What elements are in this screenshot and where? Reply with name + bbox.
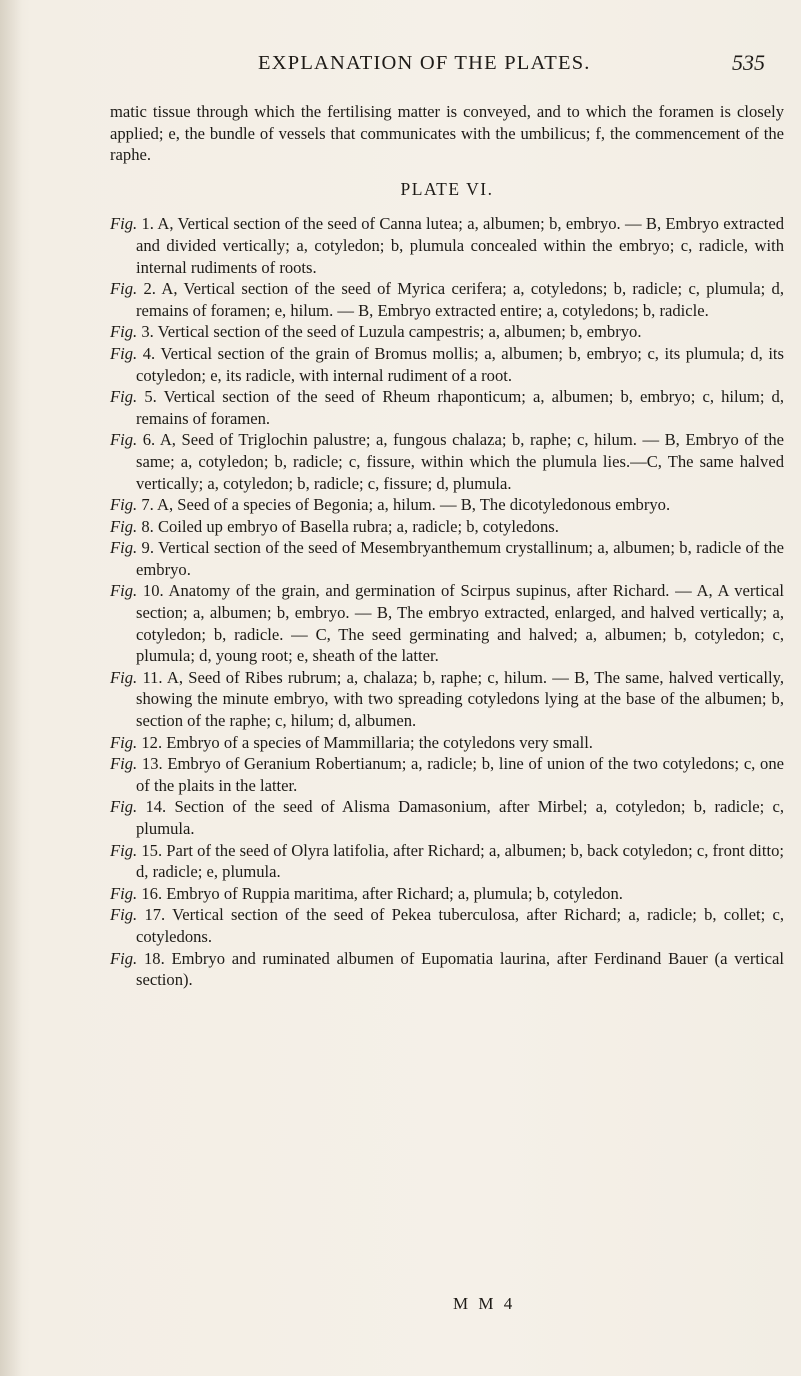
signature-mark: M M 4 xyxy=(453,1294,516,1313)
figure-label: Fig. xyxy=(110,754,138,774)
figure-label: Fig. xyxy=(110,948,138,968)
figure-text: 15. Part of the seed of Olyra latifolia, after Richard; a, albumen; b, back cotyledon; c, front ditto; d, radicle; e, plumula. xyxy=(136,840,784,882)
figure-entry xyxy=(110,321,784,343)
figure-label: Fig. xyxy=(110,840,138,860)
figure-text: 12. Embryo of a species of Mammillaria; the cotyledons very small. xyxy=(137,732,593,752)
binding-shadow xyxy=(0,0,22,1376)
figure-text: 3. Vertical section of the seed of Luzula campestris; a, albumen; b, embryo. xyxy=(137,322,642,342)
figure-text: 7. A, Seed of a species of Begonia; a, hilum. — B, The dicotyledonous embryo. xyxy=(137,495,671,515)
figure-label: Fig. xyxy=(110,581,138,601)
figure-text: 5. Vertical section of the seed of Rheum rhaponticum; a, albumen; b, embryo; c, hilum; d, remains of foramen. xyxy=(136,387,784,428)
figure-label: Fig. xyxy=(110,322,138,342)
figure-text: 2. A, Vertical section of the seed of Myrica cerifera; a, cotyledons; b, radicle; c, plumula; d, remains of foramen; e, hilum. — B, Embryo extracted entire; a, cotyledons; b, radicle. xyxy=(136,279,784,320)
figure-label: Fig. xyxy=(110,797,138,817)
figure-label: Fig. xyxy=(110,883,138,903)
page-number: 535 xyxy=(732,50,765,75)
figure-entry xyxy=(110,580,784,666)
figure-entry xyxy=(110,386,784,429)
figure-entry xyxy=(110,796,784,839)
figure-label: Fig. xyxy=(110,732,138,752)
figure-entry xyxy=(110,213,784,278)
figure-text: 6. A, Seed of Triglochin palustre; a, fungous chalaza; b, raphe; c, hilum. — B, Embryo of the same; a, cotyledon; b, radicle; c, fissure, within which the plumula lies.—C, The same halved vertically; a, cotyledon; b, radicle; c, fissure; d, plumula. xyxy=(136,430,784,493)
figure-label: Fig. xyxy=(110,387,138,407)
page-body xyxy=(110,101,784,991)
page-header xyxy=(0,50,801,80)
intro-paragraph: matic tissue through which the fertilising matter is conveyed, and to which the foramen is closely applied; e, the bundle of vessels that communicates with the umbilicus; f, the commencement of the raphe. xyxy=(110,102,784,165)
figure-entry xyxy=(110,429,784,494)
figure-entry xyxy=(110,840,784,883)
figure-label: Fig. xyxy=(110,538,138,558)
figure-label: Fig. xyxy=(110,279,138,299)
plate-title: PLATE VI. xyxy=(400,178,494,199)
figure-entry xyxy=(110,883,784,905)
figure-entry xyxy=(110,667,784,732)
figure-entry xyxy=(110,343,784,386)
figure-text: 4. Vertical section of the grain of Bromus mollis; a, albumen; b, embryo; c, its plumula; d, its cotyledon; e, its radicle, with internal rudiment of a root. xyxy=(136,343,784,385)
figure-text: 8. Coiled up embryo of Basella rubra; a, radicle; b, cotyledons. xyxy=(137,516,559,536)
figure-text: 16. Embryo of Ruppia maritima, after Richard; a, plumula; b, cotyledon. xyxy=(137,883,623,903)
figure-list xyxy=(110,213,784,990)
figure-entry xyxy=(110,278,784,321)
figure-label: Fig. xyxy=(110,495,138,515)
figure-entry xyxy=(110,516,784,538)
figure-entry xyxy=(110,537,784,580)
figure-text: 11. A, Seed of Ribes rubrum; a, chalaza; b, raphe; c, hilum. — B, The same, halved vertically, showing the minute embryo, with two spreading cotyledons lying at the base of the albumen; b, section of the raphe; c, hilum; d, albumen. xyxy=(136,667,784,731)
figure-text: 14. Section of the seed of Alisma Damasonium, after Mirbel; a, cotyledon; b, radicle; c, plumula. xyxy=(136,797,784,838)
figure-entry xyxy=(110,732,784,754)
figure-entry xyxy=(110,948,784,991)
figure-label: Fig. xyxy=(110,516,138,536)
figure-text: 10. Anatomy of the grain, and germination of Scirpus supinus, after Richard. — A, A vertical section; a, albumen; b, embryo. — B, The embryo extracted, enlarged, and halved vertically; a, cotyledon; b, radicle. — C, The seed germinating and halved; a, albumen; b, cotyledon; c, plumula; d, young root; e, sheath of the latter. xyxy=(136,581,784,666)
figure-label: Fig. xyxy=(110,343,138,363)
figure-label: Fig. xyxy=(110,430,138,450)
figure-entry xyxy=(110,904,784,947)
figure-label: Fig. xyxy=(110,214,138,234)
figure-entry xyxy=(110,753,784,796)
figure-text: 9. Vertical section of the seed of Mesembryanthemum crystallinum; a, albumen; b, radicle of the embryo. xyxy=(136,538,784,579)
figure-entry xyxy=(110,494,784,516)
figure-text: 17. Vertical section of the seed of Pekea tuberculosa, after Richard; a, radicle; b, collet; c, cotyledons. xyxy=(136,905,784,946)
running-head: EXPLANATION OF THE PLATES. xyxy=(258,52,591,74)
figure-text: 18. Embryo and ruminated albumen of Eupomatia laurina, after Ferdinand Bauer (a vertical section). xyxy=(136,948,784,990)
figure-text: 1. A, Vertical section of the seed of Canna lutea; a, albumen; b, embryo. — B, Embryo extracted and divided vertically; a, cotyledon; b, plumula concealed within the embryo; c, radicle, with internal rudiments of roots. xyxy=(136,214,784,277)
figure-text: 13. Embryo of Geranium Robertianum; a, radicle; b, line of union of the two cotyledons; c, one of the plaits in the latter. xyxy=(136,754,784,795)
figure-label: Fig. xyxy=(110,905,138,925)
figure-label: Fig. xyxy=(110,667,138,687)
